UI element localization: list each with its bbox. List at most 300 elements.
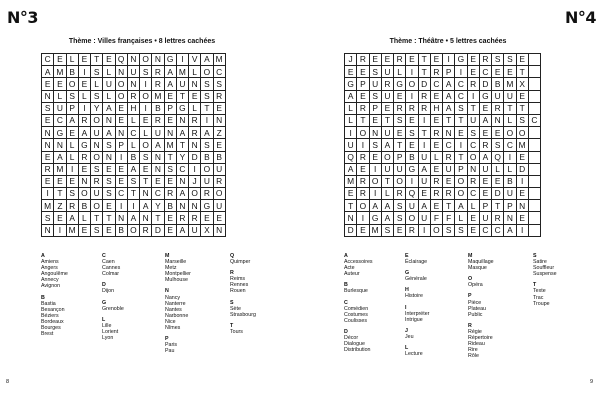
word-item: Bordeaux [41, 318, 64, 325]
grid-cell: Y [91, 103, 103, 115]
grid-cell: P [165, 103, 177, 115]
grid-cell: U [419, 176, 431, 188]
grid-cell: V [189, 54, 201, 66]
group-letter: B [344, 282, 348, 289]
grid-cell: Q [406, 188, 418, 200]
grid-cell [529, 91, 541, 103]
grid-cell: M [165, 139, 177, 151]
word-item: Angoulême [41, 271, 68, 278]
grid-cell: N [128, 54, 140, 66]
grid-cell: O [140, 91, 152, 103]
grid-cell: R [152, 115, 164, 127]
grid-cell: S [42, 212, 54, 224]
group-letter: I [405, 304, 407, 311]
grid-cell: R [480, 54, 492, 66]
grid-cell: C [468, 188, 480, 200]
grid-cell: I [517, 225, 529, 237]
grid-cell: O [431, 225, 443, 237]
word-list-column [533, 253, 581, 312]
word-group [344, 300, 392, 324]
grid-cell: A [443, 78, 455, 90]
grid-cell: I [357, 212, 369, 224]
grid-cell: T [345, 200, 357, 212]
grid-cell: R [79, 152, 91, 164]
grid-cell: E [165, 176, 177, 188]
grid-cell: P [480, 200, 492, 212]
grid-cell: A [201, 54, 213, 66]
word-item: Pièce [468, 299, 482, 306]
group-letter: T [533, 282, 537, 289]
grid-cell: O [91, 152, 103, 164]
word-item: Narbonne [165, 312, 189, 319]
word-group [165, 253, 213, 283]
grid-cell: E [42, 78, 54, 90]
group-letter: L [102, 316, 106, 323]
grid-cell: E [201, 212, 213, 224]
grid-cell: N [140, 212, 152, 224]
grid-cell: E [165, 91, 177, 103]
grid-cell: I [406, 176, 418, 188]
grid-cell: A [480, 152, 492, 164]
grid-cell: N [177, 200, 189, 212]
grid-cell: E [480, 103, 492, 115]
grid-cell: G [455, 54, 467, 66]
grid-cell: I [189, 164, 201, 176]
word-list-column [468, 253, 516, 364]
grid-cell: E [517, 54, 529, 66]
grid-cell: N [517, 200, 529, 212]
grid-cell: C [468, 139, 480, 151]
grid-cell: R [492, 103, 504, 115]
grid-cell: E [54, 78, 66, 90]
word-item: Quimper [230, 259, 251, 266]
word-item: Nantes [165, 306, 182, 313]
grid-cell: A [165, 78, 177, 90]
grid-cell: E [406, 54, 418, 66]
grid-cell: N [103, 152, 115, 164]
word-item: Décor [344, 335, 359, 342]
word-item: Grenoble [102, 305, 124, 312]
grid-cell: S [140, 152, 152, 164]
grid-cell: U [370, 78, 382, 90]
word-item: Rideau [468, 341, 485, 348]
grid-cell: R [468, 78, 480, 90]
grid-cell: S [492, 139, 504, 151]
grid-cell: T [443, 115, 455, 127]
grid-cell: E [79, 54, 91, 66]
grid-cell: I [419, 115, 431, 127]
word-group [405, 287, 453, 299]
grid-cell: T [91, 54, 103, 66]
grid-cell: I [406, 91, 418, 103]
grid-cell: O [504, 127, 516, 139]
grid-cell: C [214, 66, 226, 78]
grid-cell: M [54, 66, 66, 78]
group-letter: B [41, 294, 45, 301]
grid-cell: I [201, 115, 213, 127]
grid-cell: L [189, 103, 201, 115]
group-letter: P [165, 336, 169, 343]
grid-cell [529, 54, 541, 66]
grid-cell: E [357, 91, 369, 103]
grid-cell: T [517, 103, 529, 115]
grid-cell: S [517, 115, 529, 127]
grid-cell: U [419, 212, 431, 224]
word-group [230, 300, 278, 318]
grid-cell: I [370, 188, 382, 200]
grid-cell: T [128, 188, 140, 200]
grid-cell: T [165, 152, 177, 164]
grid-cell: S [492, 54, 504, 66]
grid-cell: L [128, 139, 140, 151]
word-list-column [230, 253, 278, 340]
word-group [405, 345, 453, 357]
grid-cell: S [443, 225, 455, 237]
word-item: Colmar [102, 271, 120, 278]
group-letter: R [230, 270, 234, 277]
grid-cell: I [455, 66, 467, 78]
grid-cell: U [91, 127, 103, 139]
grid-cell: S [42, 103, 54, 115]
word-item: Bourges [41, 325, 61, 332]
grid-cell: E [165, 115, 177, 127]
grid-cell: A [79, 127, 91, 139]
grid-cell: A [54, 152, 66, 164]
word-group [344, 329, 392, 353]
grid-cell: T [419, 127, 431, 139]
grid-cell: A [443, 91, 455, 103]
grid-cell: U [468, 115, 480, 127]
grid-cell: E [382, 103, 394, 115]
grid-cell: E [189, 91, 201, 103]
letter-grid [344, 53, 541, 237]
grid-cell: D [189, 152, 201, 164]
grid-cell: S [91, 225, 103, 237]
grid-cell: N [140, 188, 152, 200]
grid-cell: E [431, 91, 443, 103]
grid-cell: R [79, 115, 91, 127]
group-letter: G [405, 270, 410, 277]
word-group [41, 253, 89, 290]
grid-cell: L [189, 66, 201, 78]
word-item: Lecture [405, 351, 423, 358]
grid-cell: M [42, 200, 54, 212]
grid-cell: M [67, 225, 79, 237]
word-item: Nice [165, 318, 176, 325]
word-group [468, 276, 516, 288]
group-letter: D [344, 328, 348, 335]
grid-cell: H [128, 103, 140, 115]
word-item: Troupe [533, 300, 550, 307]
grid-cell: E [492, 127, 504, 139]
grid-cell [529, 139, 541, 151]
grid-cell: U [214, 164, 226, 176]
word-item: Rennes [230, 282, 249, 289]
grid-cell: A [165, 66, 177, 78]
grid-cell: R [406, 225, 418, 237]
letter-grid [41, 53, 226, 237]
word-item: Béziers [41, 312, 59, 319]
grid-cell: A [345, 91, 357, 103]
grid-cell: P [370, 103, 382, 115]
word-group [405, 328, 453, 340]
grid-cell: R [42, 164, 54, 176]
grid-cell: E [103, 54, 115, 66]
grid-cell: G [201, 200, 213, 212]
grid-cell: Q [345, 152, 357, 164]
grid-cell: T [419, 66, 431, 78]
grid-cell: E [382, 54, 394, 66]
word-list-column [405, 253, 453, 362]
grid-cell: R [91, 176, 103, 188]
grid-cell: L [79, 91, 91, 103]
word-item: Maquillage [468, 259, 494, 266]
grid-cell: C [455, 78, 467, 90]
grid-cell: A [455, 200, 467, 212]
grid-cell: E [116, 176, 128, 188]
grid-cell: O [382, 152, 394, 164]
grid-cell: G [165, 54, 177, 66]
grid-cell: C [54, 115, 66, 127]
grid-cell: U [480, 164, 492, 176]
grid-cell: A [177, 225, 189, 237]
grid-cell: E [370, 115, 382, 127]
word-item: Comédien [344, 305, 369, 312]
grid-cell: M [370, 225, 382, 237]
group-letter: A [41, 253, 45, 259]
grid-cell: U [492, 91, 504, 103]
grid-cell: I [517, 176, 529, 188]
grid-cell: E [394, 225, 406, 237]
word-item: Lille [102, 322, 112, 329]
grid-cell: U [345, 139, 357, 151]
grid-cell: I [406, 66, 418, 78]
grid-cell: R [443, 152, 455, 164]
grid-cell [529, 103, 541, 115]
grid-cell: E [455, 127, 467, 139]
group-letter: P [468, 293, 472, 300]
grid-cell: A [382, 139, 394, 151]
grid-cell: N [116, 127, 128, 139]
grid-cell: G [54, 127, 66, 139]
grid-cell [529, 127, 541, 139]
word-item: Mulhouse [165, 277, 188, 284]
grid-cell: T [382, 176, 394, 188]
grid-cell: N [152, 54, 164, 66]
grid-cell: E [54, 212, 66, 224]
grid-cell: T [455, 152, 467, 164]
grid-cell: L [67, 54, 79, 66]
grid-cell: O [189, 188, 201, 200]
grid-cell: T [419, 54, 431, 66]
grid-cell: E [431, 139, 443, 151]
puzzle-title: Thème : Villes françaises • 8 lettres cachées [68, 38, 216, 45]
grid-cell: E [431, 115, 443, 127]
group-letter: Q [230, 253, 235, 259]
grid-cell: B [116, 225, 128, 237]
grid-cell: G [394, 78, 406, 90]
grid-cell: I [370, 164, 382, 176]
grid-cell: X [517, 78, 529, 90]
grid-cell: E [492, 176, 504, 188]
grid-cell: S [201, 91, 213, 103]
grid-cell: S [201, 139, 213, 151]
grid-cell: O [91, 115, 103, 127]
group-letter: C [344, 299, 348, 306]
word-group [230, 253, 278, 265]
grid-cell [529, 176, 541, 188]
grid-cell: A [103, 103, 115, 115]
grid-cell: S [103, 139, 115, 151]
grid-cell: R [152, 66, 164, 78]
grid-cell: R [406, 103, 418, 115]
grid-cell: E [79, 164, 91, 176]
grid-cell: E [152, 176, 164, 188]
grid-cell: N [128, 78, 140, 90]
grid-cell: O [357, 127, 369, 139]
grid-cell: S [370, 66, 382, 78]
word-group [405, 305, 453, 323]
grid-cell: O [214, 188, 226, 200]
grid-cell: T [91, 212, 103, 224]
grid-cell: H [431, 103, 443, 115]
grid-cell: A [370, 200, 382, 212]
grid-cell: U [504, 188, 516, 200]
grid-cell: L [455, 212, 467, 224]
grid-cell: S [214, 78, 226, 90]
grid-cell: G [177, 103, 189, 115]
grid-cell: N [177, 176, 189, 188]
grid-cell: E [357, 225, 369, 237]
grid-cell: T [492, 200, 504, 212]
group-letter: G [102, 299, 107, 306]
grid-cell: B [128, 152, 140, 164]
word-item: Dijon [102, 288, 115, 295]
puzzle-title: Thème : Théâtre • 5 lettres cachées [389, 38, 507, 45]
grid-cell: T [504, 103, 516, 115]
grid-cell: R [468, 176, 480, 188]
grid-cell: I [455, 139, 467, 151]
grid-cell: A [443, 103, 455, 115]
grid-cell: R [431, 176, 443, 188]
grid-cell: D [480, 78, 492, 90]
grid-cell: T [455, 115, 467, 127]
page-folio: 8 [6, 379, 10, 385]
grid-cell: E [468, 66, 480, 78]
grid-cell: B [504, 176, 516, 188]
grid-cell: A [480, 115, 492, 127]
grid-cell: N [345, 212, 357, 224]
grid-cell: N [42, 91, 54, 103]
grid-cell: M [345, 176, 357, 188]
group-letter: H [405, 287, 409, 294]
grid-cell: P [67, 103, 79, 115]
grid-cell: C [529, 115, 541, 127]
word-item: Souffleur [533, 265, 555, 272]
grid-cell: P [455, 164, 467, 176]
grid-cell: T [103, 212, 115, 224]
grid-cell: G [345, 78, 357, 90]
word-item: Distribution [344, 347, 371, 354]
grid-cell: C [455, 91, 467, 103]
grid-cell: E [42, 152, 54, 164]
grid-cell: S [140, 66, 152, 78]
word-group [468, 253, 516, 271]
word-list-column [344, 253, 392, 358]
grid-cell: Z [214, 127, 226, 139]
grid-cell: L [382, 188, 394, 200]
grid-cell: G [406, 164, 418, 176]
grid-cell: A [42, 66, 54, 78]
grid-cell: O [116, 91, 128, 103]
grid-cell: M [504, 78, 516, 90]
word-item: Éclairage [405, 259, 428, 266]
grid-cell: B [152, 103, 164, 115]
grid-cell: N [214, 225, 226, 237]
word-group [344, 282, 392, 294]
page-folio: 9 [589, 379, 593, 385]
grid-cell: E [517, 212, 529, 224]
word-item: Strasbourg [230, 311, 256, 318]
grid-cell: C [480, 66, 492, 78]
grid-cell: M [152, 91, 164, 103]
grid-cell: D [419, 78, 431, 90]
grid-cell: A [345, 164, 357, 176]
word-item: Dialogue [344, 341, 365, 348]
grid-cell: O [406, 212, 418, 224]
grid-cell: B [406, 152, 418, 164]
grid-cell: E [357, 66, 369, 78]
grid-cell: E [345, 188, 357, 200]
grid-cell: U [443, 164, 455, 176]
grid-cell: S [91, 91, 103, 103]
grid-cell: U [103, 78, 115, 90]
grid-cell: C [480, 225, 492, 237]
word-item: Répertoire [468, 335, 493, 342]
grid-cell: I [128, 200, 140, 212]
grid-cell: E [394, 127, 406, 139]
grid-cell: T [517, 66, 529, 78]
grid-cell: R [431, 188, 443, 200]
grid-cell: U [91, 188, 103, 200]
grid-cell: L [128, 115, 140, 127]
grid-cell: Q [116, 54, 128, 66]
grid-cell: E [492, 66, 504, 78]
grid-cell: N [189, 139, 201, 151]
grid-cell: S [103, 176, 115, 188]
grid-cell: R [189, 212, 201, 224]
grid-cell: T [443, 200, 455, 212]
grid-cell: I [140, 103, 152, 115]
word-item: Metz [165, 265, 177, 272]
grid-cell: E [103, 200, 115, 212]
grid-cell: A [382, 212, 394, 224]
grid-cell: N [152, 152, 164, 164]
grid-cell: I [67, 164, 79, 176]
grid-cell: J [345, 54, 357, 66]
grid-cell: E [517, 152, 529, 164]
grid-cell: S [468, 127, 480, 139]
grid-cell: E [517, 91, 529, 103]
grid-cell: I [79, 66, 91, 78]
grid-cell: M [517, 139, 529, 151]
grid-cell: O [357, 200, 369, 212]
grid-cell: T [201, 103, 213, 115]
word-item: Lyon [102, 335, 114, 342]
word-item: Trac [533, 294, 544, 301]
word-item: Coulisses [344, 317, 367, 324]
word-item: Opéra [468, 282, 483, 289]
